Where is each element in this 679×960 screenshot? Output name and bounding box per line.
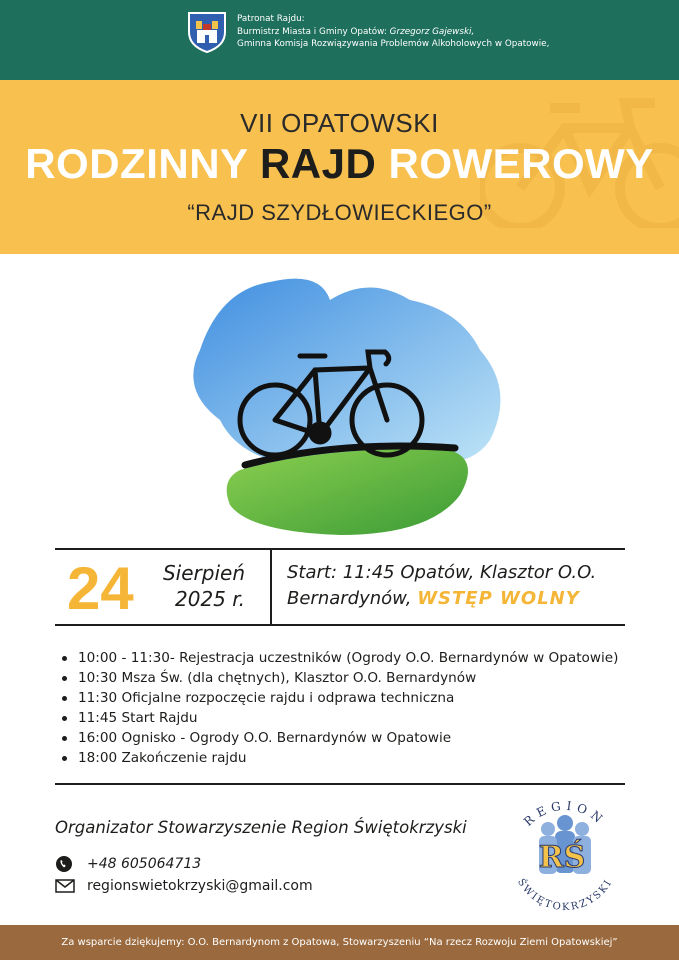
patron-mayor-name: Grzegorz Gajewski, xyxy=(389,26,475,37)
subtitle: “RAJD SZYDŁOWIECKIEGO” xyxy=(187,200,492,225)
patron-mayor-prefix: Burmistrz Miasta i Gminy Opatów: xyxy=(237,26,390,37)
patron-commission: Gminna Komisja Rozwiązywania Problemów Alkoholowych w Opatowie, xyxy=(237,39,550,49)
patronage-text xyxy=(237,13,549,51)
list-item xyxy=(58,708,618,728)
title-word-rowerowy: ROWEROWY xyxy=(376,140,654,187)
section-divider xyxy=(55,783,625,785)
bullet-icon xyxy=(62,696,67,701)
date-divider xyxy=(270,550,272,624)
start-info xyxy=(287,560,627,612)
bullet-icon xyxy=(62,736,67,741)
email-contact xyxy=(55,878,313,894)
region-swietokrzyski-logo xyxy=(500,795,630,920)
bullet-icon xyxy=(62,656,67,661)
schedule-item-text: 18:00 Zakończenie rajdu xyxy=(78,750,247,766)
list-item xyxy=(58,728,618,748)
sky-brushstroke xyxy=(193,279,500,465)
list-item xyxy=(58,648,618,668)
main-title xyxy=(0,140,679,188)
title-word-rajd: RAJD xyxy=(259,140,377,187)
schedule-item-text: 16:00 Ognisko - Ogrody O.O. Bernardynów w Opatowie xyxy=(78,730,452,746)
schedule-item-text: 10:30 Msza Św. (dla chętnych), Klasztor O.O. Bernardynów xyxy=(78,670,477,686)
bullet-icon xyxy=(62,676,67,681)
patron-mayor xyxy=(237,26,549,39)
patron-heading: Patronat Rajdu: xyxy=(237,14,305,24)
title-band xyxy=(0,80,679,254)
list-item xyxy=(58,688,618,708)
event-year: 2025 r. xyxy=(175,587,245,611)
event-date-box xyxy=(55,548,625,626)
title-word-rodzinny: RODZINNY xyxy=(25,140,260,187)
logo-arc-top: REGION xyxy=(521,798,609,829)
list-item xyxy=(58,748,618,768)
email-address[interactable]: regionswietokrzyski@gmail.com xyxy=(87,878,313,894)
phone-number[interactable]: +48 605064713 xyxy=(87,856,202,872)
bicycle-illustration xyxy=(180,270,520,540)
event-day: 24 xyxy=(67,555,134,622)
phone-icon xyxy=(55,856,75,872)
header-bar xyxy=(0,0,679,80)
phone-contact xyxy=(55,856,201,872)
free-entry-badge: WSTĘP WOLNY xyxy=(417,588,580,609)
list-item xyxy=(58,668,618,688)
schedule-list xyxy=(58,648,618,768)
bullet-icon xyxy=(62,716,67,721)
logo-monogram: RŚ xyxy=(538,840,586,875)
event-month-year xyxy=(160,560,245,612)
footer-thanks: Za wsparcie dziękujemy: O.O. Bernardynom z Opatowa, Stowarzyszeniu “Na rzecz Rozwoju Ziemi Opatowskiej” xyxy=(0,925,679,960)
start-location: Start: 11:45 Opatów, Klasztor O.O. Bernardynów, xyxy=(287,562,597,609)
envelope-icon xyxy=(55,878,75,894)
schedule-item-text: 10:00 - 11:30- Rejestracja uczestników (Ogrody O.O. Bernardynów w Opatowie) xyxy=(78,650,619,666)
bullet-icon xyxy=(62,756,67,761)
town-crest-icon xyxy=(186,10,228,54)
logo-arc-bottom: ŚWIĘTOKRZYSKI xyxy=(515,877,615,914)
organizer-text: Organizator Stowarzyszenie Region Świętokrzyski xyxy=(55,818,467,837)
schedule-item-text: 11:30 Oficjalne rozpoczęcie rajdu i odprawa techniczna xyxy=(78,690,455,706)
schedule-item-text: 11:45 Start Rajdu xyxy=(78,710,198,726)
event-month: Sierpień xyxy=(162,561,245,585)
edition-label: VII OPATOWSKI xyxy=(240,108,439,138)
